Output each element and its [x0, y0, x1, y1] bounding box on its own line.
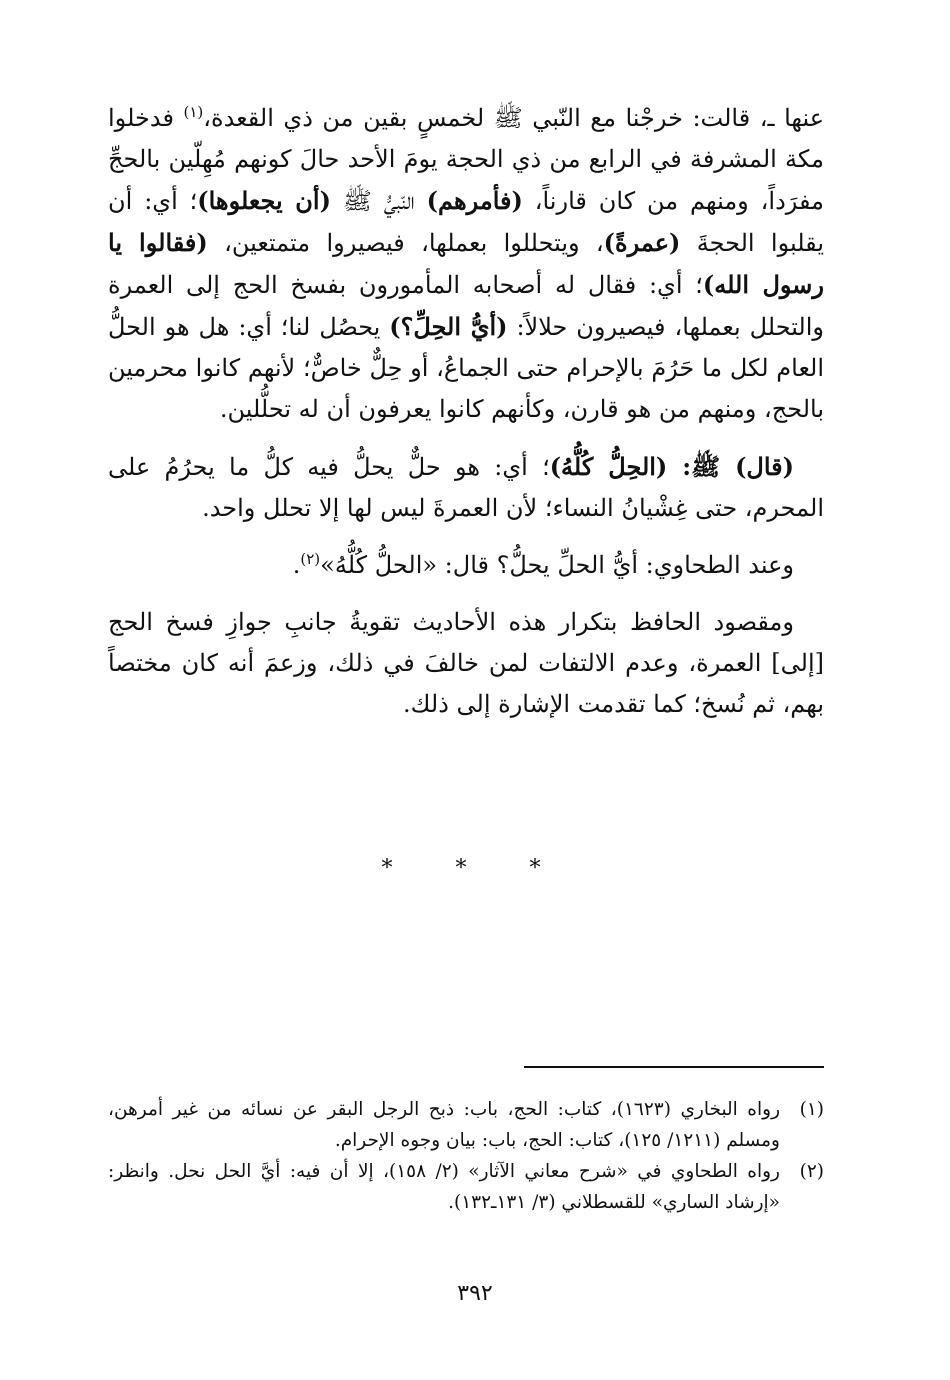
text-run: يحصُل لنا؛ أي: هل هو الحلُّ العام لكل ما حَرُمَ بالإحرام حتى الجماعُ، أو حِلٌّ خاصٌّ؛ لأنهم كانوا محرمين بالحج، ومنهم من هو قارن، وكأنهم كانوا يعرفون أن له تحلُّلين. — [108, 313, 824, 423]
text-run: ؛ أي: فقال له أصحابه المأمورون بفسخ الحج إلى العمرة والتحلل بعملها، فيصيرون حلالاً: — [108, 271, 825, 341]
footnote-1 — [108, 1094, 824, 1156]
paragraph-1 — [108, 98, 824, 430]
text-run: وعند الطحاوي: أيُّ الحلِّ يحلُّ؟ قال: «الحلُّ كُلُّهُ» — [320, 551, 794, 579]
footnote-text: رواه الطحاوي في «شرح معاني الآثار» (٢/ ١٥٨)، إلا أن فيه: أيَّ الحل نحل. وانظر: «إرشاد الساري» للقسطلاني (٣/ ١٣١ـ١٣٢). — [108, 1161, 780, 1213]
text-run: فدخلوا مكة المشرفة في الرابع من ذي الحجة يومَ الأحد حالَ كونهم مُهِلّين بالحجِّ مفرَداً، ومنهم من كان قارناً، — [108, 104, 825, 215]
hadith-quote: (قال) ﷺ: — [667, 452, 795, 481]
text-run: ؛ أي: أن يقلبوا الحجةَ — [108, 187, 824, 257]
text-run: . — [292, 551, 301, 579]
footnote-ref-1[interactable]: (١) — [183, 103, 204, 121]
paragraph-4 — [108, 602, 824, 725]
footnote-2 — [108, 1156, 824, 1218]
section-separator: * * * — [381, 856, 569, 881]
paragraph-2 — [108, 446, 824, 529]
hadith-quote: (عمرةً) — [603, 228, 681, 257]
footnote-number: (١) — [799, 1099, 824, 1120]
hadith-quote: (أن يجعلوها) — [197, 186, 331, 215]
text-run: النّبيُّ ﷺ — [330, 187, 427, 215]
text-run: ؛ أي: هو حلٌّ يحلُّ فيه كلُّ ما يحرُمُ على المحرم، حتى غِشْيانُ النساء؛ لأن العمرةَ ليس لها إلا تحلل واحد. — [108, 453, 824, 522]
footnote-ref-2[interactable]: (٢) — [300, 550, 321, 568]
footnotes — [108, 1094, 824, 1218]
hadith-quote: (فقالوا يا رسول الله) — [108, 228, 825, 299]
hadith-quote: (فأمرهم) — [426, 186, 523, 215]
footnote-text: رواه البخاري (١٦٢٣)، كتاب: الحج، باب: ذبح الرجل البقر عن نسائه من غير أمرهن، ومسلم (١٢١١/ ١٢٥)، كتاب: الحج، باب: بيان وجوه الإحرام. — [108, 1099, 780, 1151]
paragraph-3 — [108, 545, 824, 586]
hadith-quote: (الحِلُّ كُلُّهُ) — [549, 452, 668, 481]
footnote-number: (٢) — [799, 1161, 824, 1182]
footnote-divider — [524, 1066, 824, 1068]
main-text — [108, 98, 824, 725]
page-number: ٣٩٢ — [457, 1281, 493, 1306]
text-run: ، ويتحللوا بعملها، فيصيروا متمتعين، — [207, 229, 604, 257]
text-run: عنها ـ، قالت: خرجْنا مع النّبي ﷺ لخمسٍ بقين من ذي القعدة، — [203, 104, 825, 132]
hadith-quote: (أيُّ الحِلِّ؟) — [389, 312, 508, 341]
text-run: ومقصود الحافظ بتكرار هذه الأحاديث تقويةُ جانبِ جوازِ فسخ الحج [إلى] العمرة، وعدم الالتفات لمن خالفَ في ذلك، وزعمَ أنه كان مختصاً بهم، ثم نُسخ؛ كما تقدمت الإشارة إلى ذلك. — [108, 608, 824, 718]
